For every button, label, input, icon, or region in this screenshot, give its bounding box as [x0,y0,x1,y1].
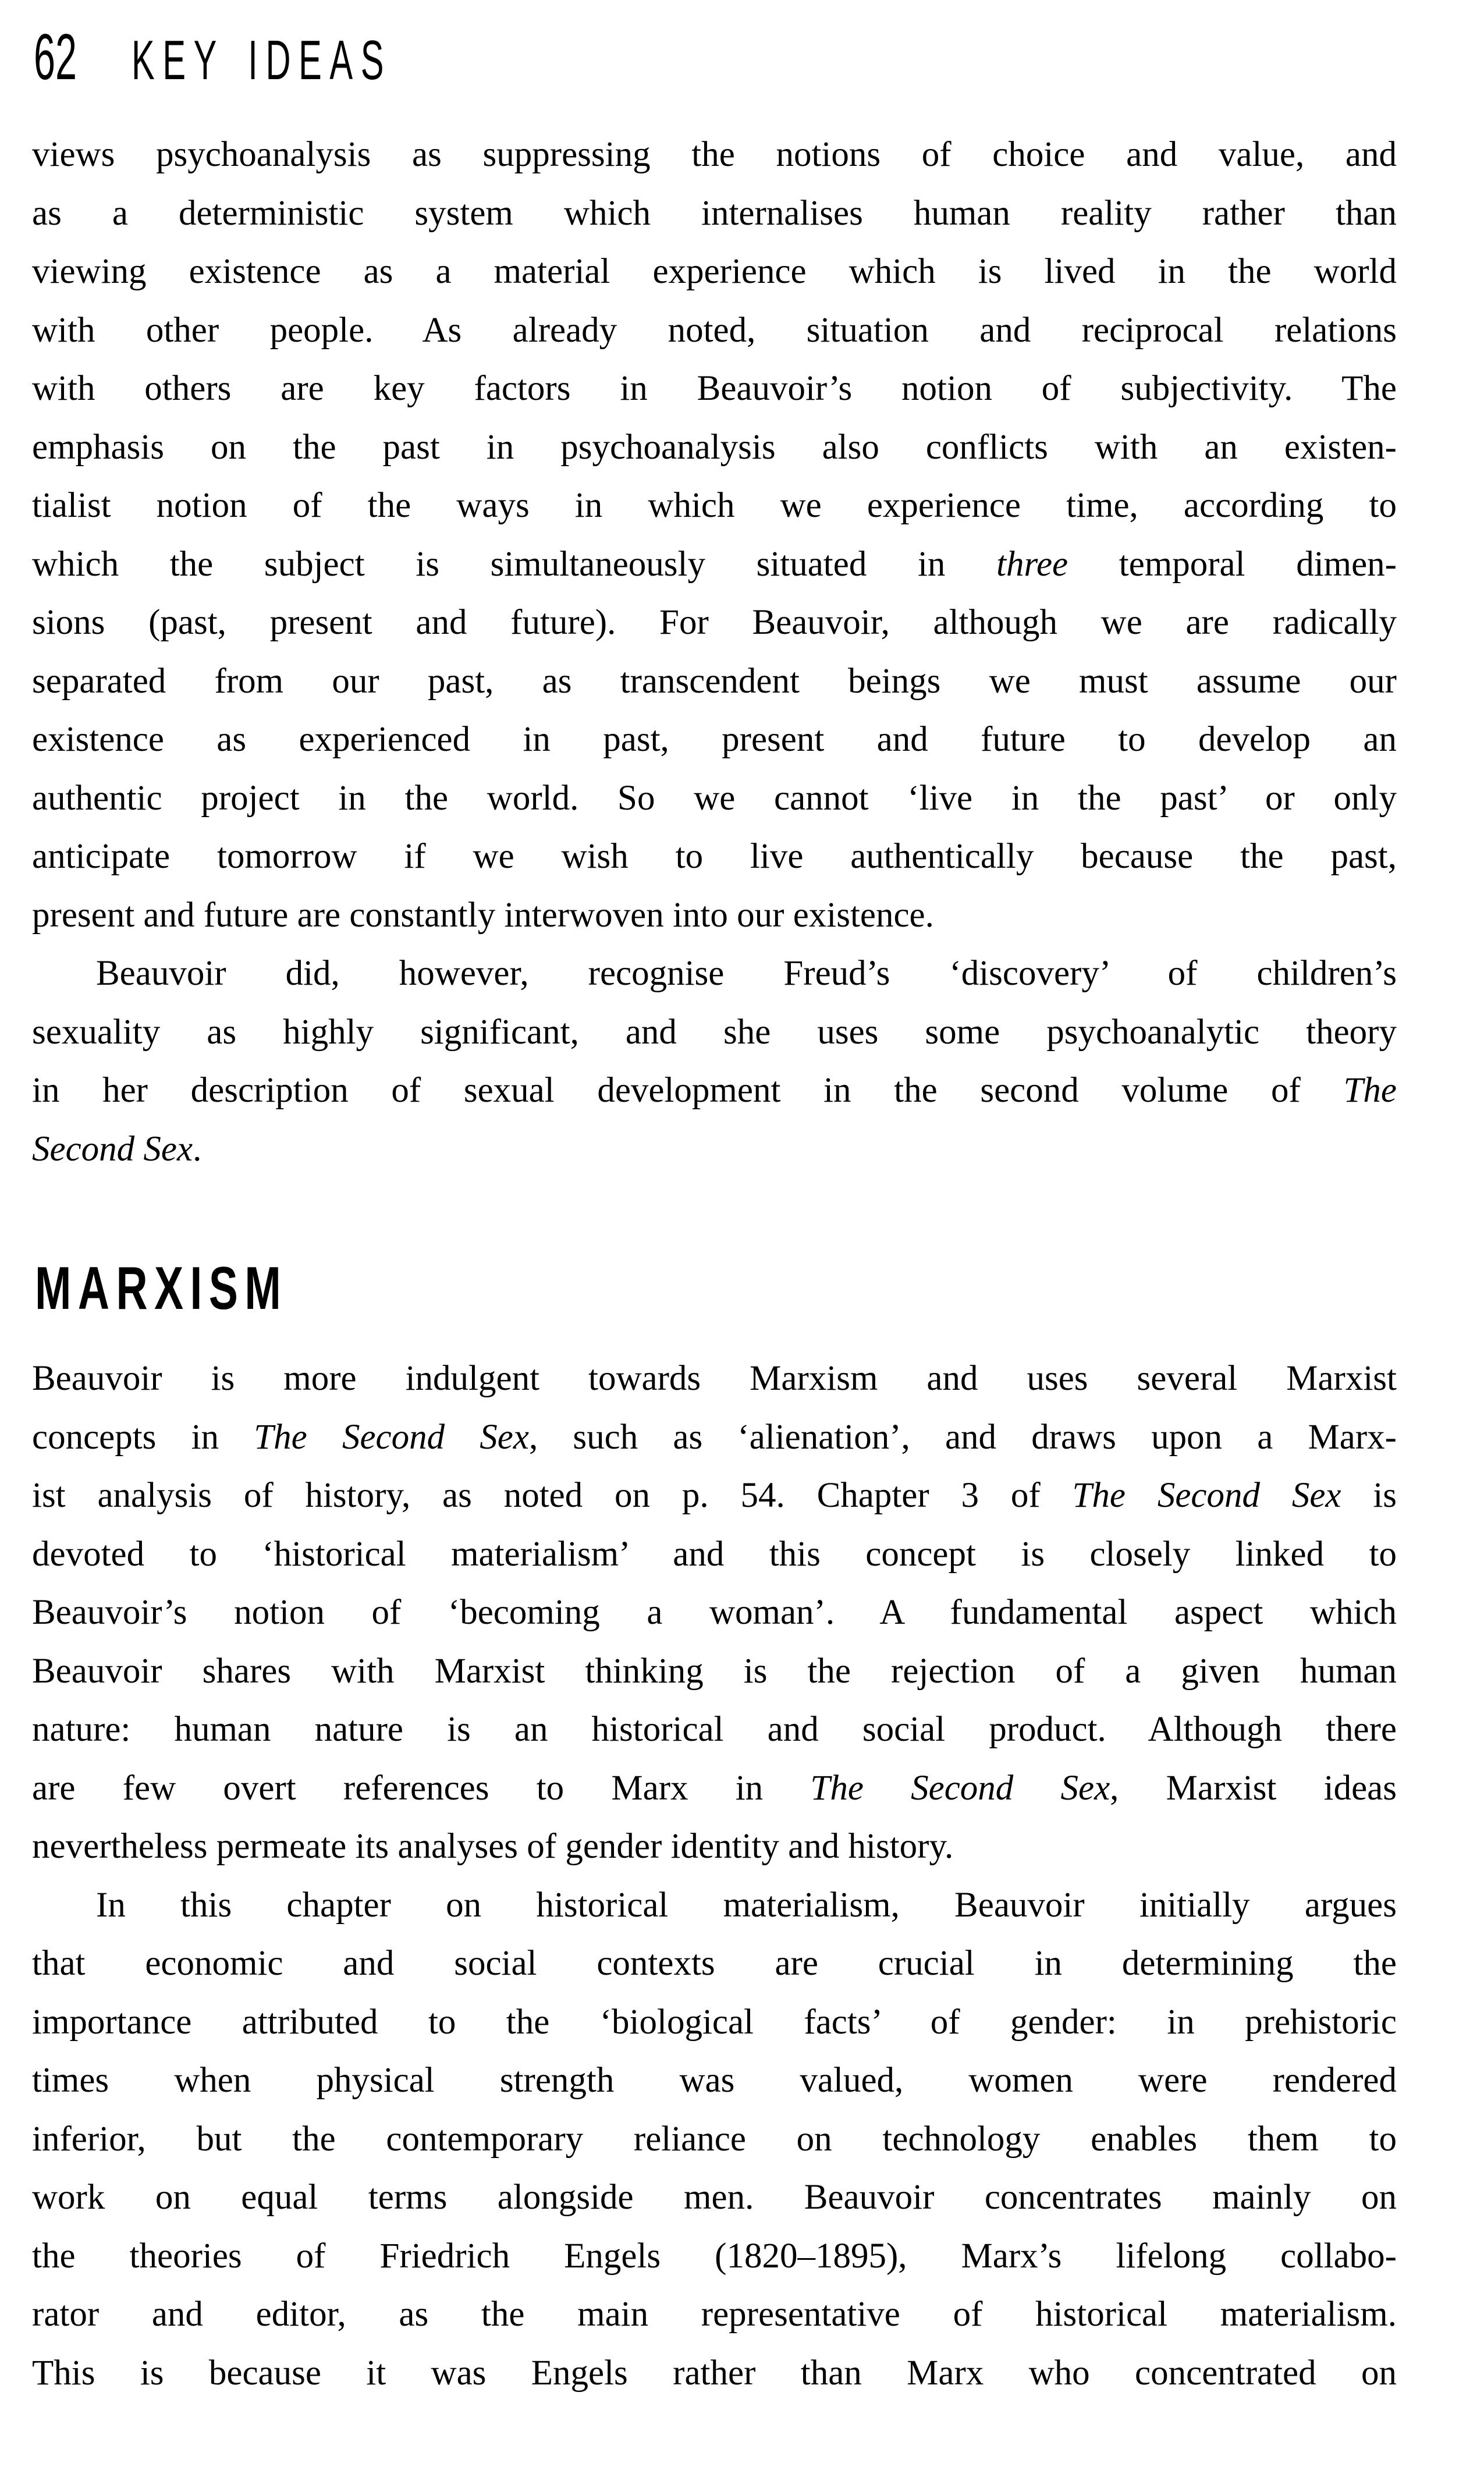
italic-text-run: Second Sex [32,1129,193,1169]
text-run: that economic and social contexts are crucial in determining the [32,1944,1397,1983]
text-run: Beauvoir did, however, recognise Freud’s ‘discovery’ of children’s [96,954,1397,993]
text-line [32,301,1397,360]
paragraph-p2 [32,945,1397,1179]
text-run: concepts in [32,1417,254,1457]
text-run: sions (past, present and future). For Beauvoir, although we are radically [32,603,1397,642]
italic-text-run: The [1343,1071,1397,1110]
text-line [32,945,1397,1003]
text-line [32,243,1397,301]
italic-text-run: The Second Sex [810,1768,1110,1808]
text-run: inferior, but the contemporary reliance on technology enables them to [32,2119,1397,2159]
text-run: This is because it was Engels rather than Marx who concentrated on [32,2353,1397,2393]
text-line [32,1467,1397,1525]
body-text-upper [32,126,1397,1179]
italic-text-run: The Second Sex [1072,1476,1341,1515]
page-header [0,0,1484,116]
text-run: with other people. As already noted, situation and reciprocal relations [32,310,1397,350]
text-run: is [1341,1476,1397,1515]
italic-text-run: three [996,544,1068,584]
text-line [32,477,1397,535]
text-run: tialist notion of the ways in which we experience time, according to [32,486,1397,525]
text-line [32,1642,1397,1701]
text-run: importance attributed to the ‘biological facts’ of gender: in prehistoric [32,2002,1397,2042]
text-line [32,1876,1397,1935]
text-line [32,535,1397,594]
text-run: which the subject is simultaneously situated in [32,544,997,584]
running-title: KEY IDEAS [132,29,392,91]
text-line [32,1935,1397,1993]
text-line [32,2344,1397,2403]
text-run: temporal dimen- [1068,544,1397,584]
paragraph-p3 [32,1350,1397,1876]
text-run: nature: human nature is an historical and social product. Although there [32,1710,1397,1749]
text-line [32,418,1397,477]
text-line [32,1701,1397,1759]
text-run: views psychoanalysis as suppressing the notions of choice and value, and [32,135,1397,174]
text-line [32,126,1397,184]
text-run: with others are key factors in Beauvoir’s notion of subjectivity. The [32,369,1397,408]
text-line [32,1525,1397,1584]
text-line [32,1120,1397,1179]
text-line [32,1759,1397,1818]
text-line [32,2285,1397,2344]
text-run: present and future are constantly interwoven into our existence. [32,895,934,935]
text-run: ist analysis of history, as noted on p. 54. Chapter 3 of [32,1476,1073,1515]
text-line [32,1818,1397,1876]
paragraph-p1 [32,126,1397,945]
text-run: authentic project in the world. So we cannot ‘live in the past’ or only [32,778,1397,818]
text-line [32,1062,1397,1120]
text-line [32,886,1397,945]
text-run: , Marxist ideas [1110,1768,1397,1808]
text-run: . [193,1129,202,1169]
text-run: nevertheless permeate its analyses of gender identity and history. [32,1827,954,1866]
text-run: In this chapter on historical materialism, Beauvoir initially argues [96,1885,1397,1925]
text-run: are few overt references to Marx in [32,1768,811,1808]
page-number: 62 [34,21,77,93]
text-run: Beauvoir’s notion of ‘becoming a woman’. A fundamental aspect which [32,1593,1397,1632]
text-run: devoted to ‘historical materialism’ and this concept is closely linked to [32,1534,1397,1574]
text-run: emphasis on the past in psychoanalysis also conflicts with an existen- [32,427,1397,467]
text-run: times when physical strength was valued, women were rendered [32,2061,1397,2100]
italic-text-run: The Second Sex [254,1417,529,1457]
text-line [32,1408,1397,1467]
text-run: separated from our past, as transcendent beings we must assume our [32,661,1397,701]
text-line [32,1584,1397,1642]
text-run: the theories of Friedrich Engels (1820–1895), Marx’s lifelong collabo- [32,2236,1397,2276]
text-line [32,2110,1397,2169]
text-line [32,1003,1397,1062]
text-line [32,769,1397,828]
text-line [32,828,1397,886]
text-line [32,594,1397,652]
text-line [32,360,1397,418]
text-run: as a deterministic system which internalises human reality rather than [32,193,1397,233]
text-line [32,2227,1397,2286]
text-run: rator and editor, as the main representative of historical materialism. [32,2295,1397,2334]
text-line [32,184,1397,243]
text-line [32,652,1397,711]
text-run: , such as ‘alienation’, and draws upon a Marx- [528,1417,1397,1457]
paragraph-p4 [32,1876,1397,2403]
text-run: sexuality as highly significant, and she uses some psychoanalytic theory [32,1012,1397,1052]
section-heading: MARXISM [35,1255,288,1322]
text-line [32,711,1397,769]
text-run: Beauvoir is more indulgent towards Marxism and uses several Marxist [32,1359,1397,1398]
text-run: anticipate tomorrow if we wish to live authentically because the past, [32,837,1397,876]
text-line [32,1350,1397,1408]
text-line [32,2168,1397,2227]
text-line [32,1993,1397,2052]
text-run: in her description of sexual development in the second volume of [32,1071,1344,1110]
text-run: existence as experienced in past, present and future to develop an [32,720,1397,759]
text-run: viewing existence as a material experience which is lived in the world [32,252,1397,291]
text-run: work on equal terms alongside men. Beauvoir concentrates mainly on [32,2178,1397,2217]
body-text-lower [32,1350,1397,2402]
text-run: Beauvoir shares with Marxist thinking is the rejection of a given human [32,1651,1397,1691]
text-line [32,2052,1397,2110]
